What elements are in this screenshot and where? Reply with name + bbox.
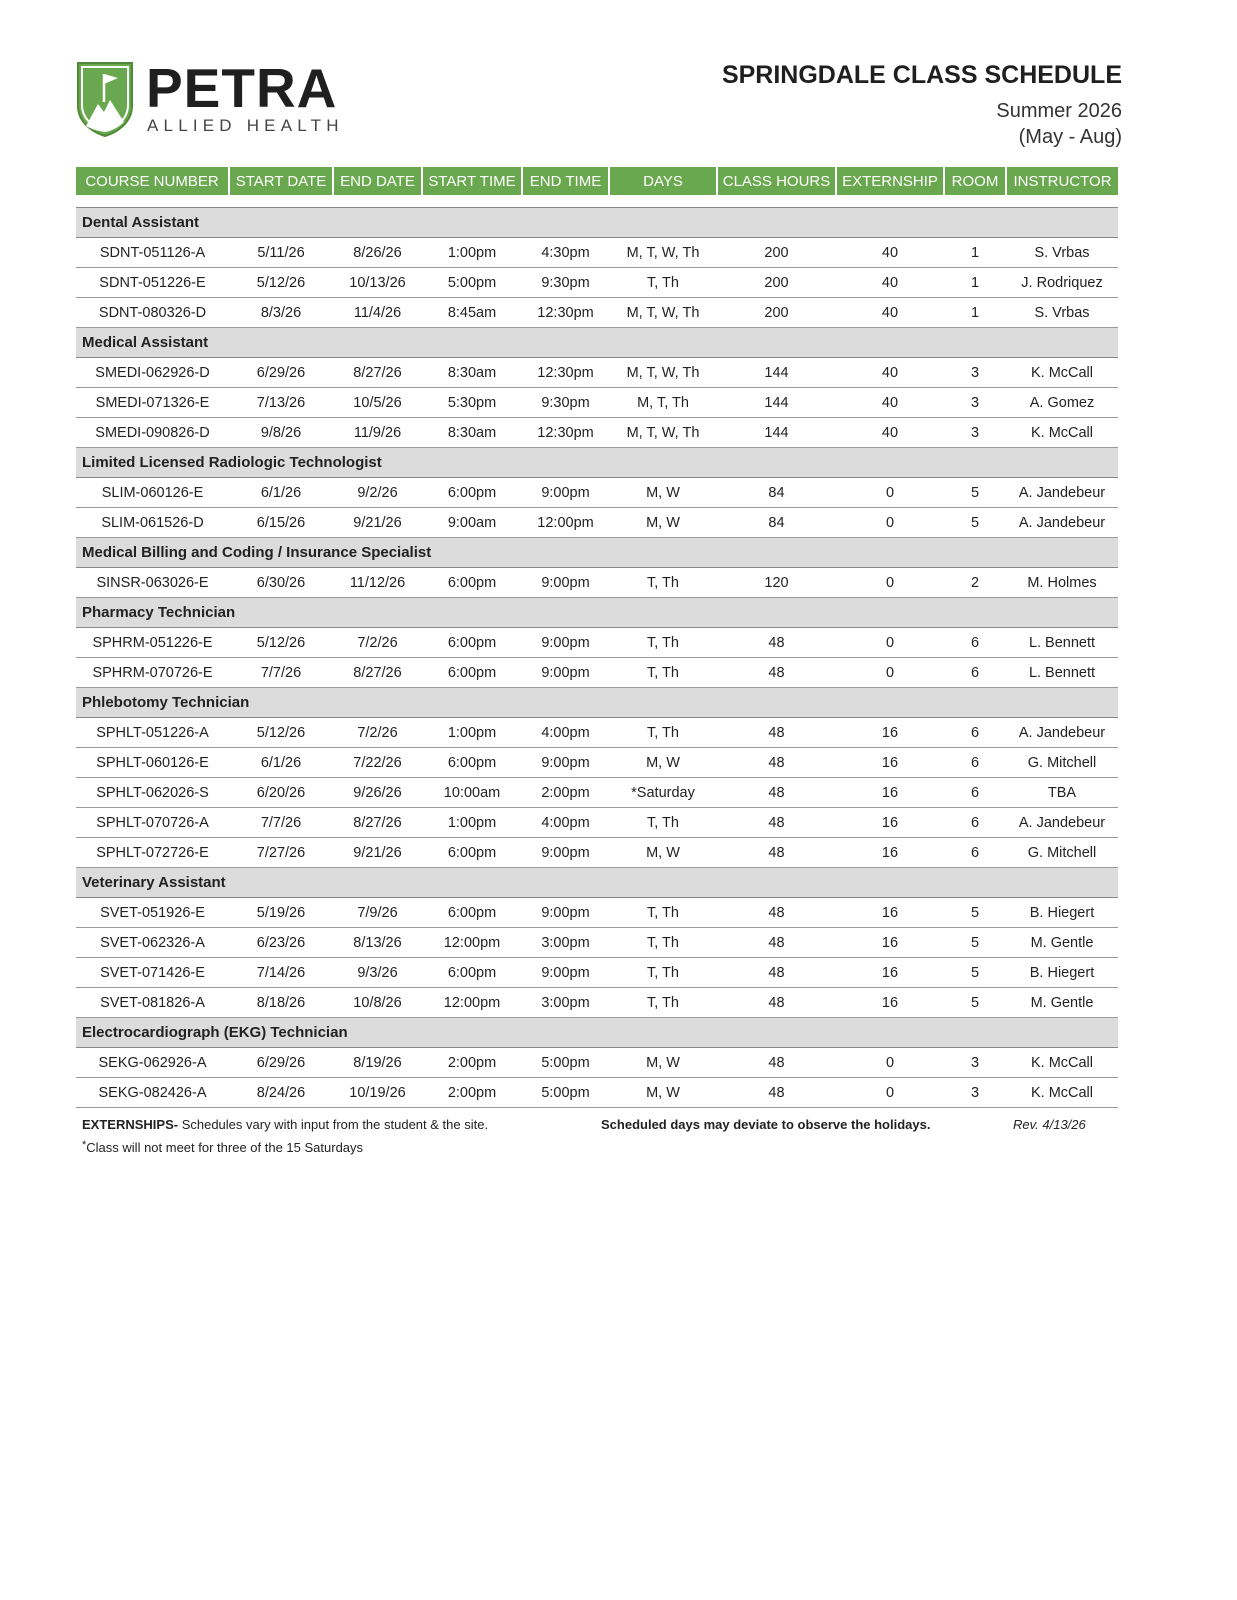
- start-date-cell: 7/7/26: [229, 808, 333, 838]
- end-date-cell: 8/27/26: [333, 808, 422, 838]
- end-date-cell: 9/2/26: [333, 478, 422, 508]
- externship-cell: 0: [836, 508, 944, 538]
- room-cell: 5: [944, 928, 1006, 958]
- start-date-cell: 5/12/26: [229, 268, 333, 298]
- days-cell: T, Th: [609, 988, 717, 1018]
- room-cell: 6: [944, 658, 1006, 688]
- table-row: [76, 928, 1118, 958]
- start-time-cell: 5:30pm: [422, 388, 522, 418]
- course-number-cell: SVET-051926-E: [76, 898, 229, 928]
- end-date-cell: 7/9/26: [333, 898, 422, 928]
- externships-label: EXTERNSHIPS-: [82, 1117, 179, 1132]
- course-number-cell: SPHLT-062026-S: [76, 778, 229, 808]
- room-cell: 2: [944, 568, 1006, 598]
- instructor-cell: K. McCall: [1006, 418, 1118, 448]
- table-row: [76, 508, 1118, 538]
- end-time-cell: 9:00pm: [522, 658, 609, 688]
- class-hours-cell: 48: [717, 778, 836, 808]
- externship-cell: 40: [836, 298, 944, 328]
- instructor-cell: L. Bennett: [1006, 658, 1118, 688]
- end-date-cell: 8/13/26: [333, 928, 422, 958]
- start-time-cell: 6:00pm: [422, 628, 522, 658]
- column-header: END DATE: [333, 167, 422, 195]
- table-row: [76, 958, 1118, 988]
- instructor-cell: B. Hiegert: [1006, 898, 1118, 928]
- end-time-cell: 9:00pm: [522, 958, 609, 988]
- days-cell: T, Th: [609, 898, 717, 928]
- column-header: INSTRUCTOR: [1006, 167, 1118, 195]
- petra-logo: [76, 57, 376, 140]
- end-time-cell: 12:30pm: [522, 298, 609, 328]
- start-date-cell: 5/12/26: [229, 718, 333, 748]
- start-date-cell: 8/18/26: [229, 988, 333, 1018]
- section-header-row: [76, 598, 1118, 628]
- saturday-note-text: Class will not meet for three of the 15 Saturdays: [86, 1140, 364, 1155]
- days-cell: M, T, W, Th: [609, 418, 717, 448]
- table-row: [76, 298, 1118, 328]
- class-hours-cell: 48: [717, 988, 836, 1018]
- start-date-cell: 7/27/26: [229, 838, 333, 868]
- instructor-cell: J. Rodriquez: [1006, 268, 1118, 298]
- class-hours-cell: 48: [717, 928, 836, 958]
- table-row: [76, 988, 1118, 1018]
- course-number-cell: SPHRM-070726-E: [76, 658, 229, 688]
- end-time-cell: 9:00pm: [522, 628, 609, 658]
- table-row: [76, 898, 1118, 928]
- section-title: Electrocardiograph (EKG) Technician: [76, 1018, 1118, 1048]
- room-cell: 5: [944, 508, 1006, 538]
- externship-cell: 40: [836, 418, 944, 448]
- start-time-cell: 6:00pm: [422, 658, 522, 688]
- table-row: [76, 478, 1118, 508]
- column-header: DAYS: [609, 167, 717, 195]
- section-header-row: [76, 868, 1118, 898]
- end-time-cell: 5:00pm: [522, 1078, 609, 1108]
- table-row: [76, 778, 1118, 808]
- section-title: Dental Assistant: [76, 208, 1118, 238]
- start-time-cell: 2:00pm: [422, 1078, 522, 1108]
- instructor-cell: K. McCall: [1006, 1078, 1118, 1108]
- class-hours-cell: 48: [717, 898, 836, 928]
- class-hours-cell: 48: [717, 1078, 836, 1108]
- course-number-cell: SMEDI-071326-E: [76, 388, 229, 418]
- externships-text: Schedules vary with input from the student & the site.: [178, 1117, 489, 1132]
- section-header-row: [76, 688, 1118, 718]
- end-date-cell: 8/27/26: [333, 358, 422, 388]
- class-hours-cell: 200: [717, 298, 836, 328]
- course-number-cell: SPHLT-051226-A: [76, 718, 229, 748]
- column-header: EXTERNSHIP: [836, 167, 944, 195]
- end-date-cell: 9/21/26: [333, 508, 422, 538]
- course-number-cell: SDNT-051126-A: [76, 238, 229, 268]
- externship-cell: 0: [836, 1048, 944, 1078]
- days-cell: M, W: [609, 748, 717, 778]
- course-number-cell: SEKG-062926-A: [76, 1048, 229, 1078]
- header-row: [76, 167, 1118, 195]
- header-gap: [76, 195, 1118, 208]
- start-date-cell: 7/13/26: [229, 388, 333, 418]
- column-header: START DATE: [229, 167, 333, 195]
- start-time-cell: 1:00pm: [422, 808, 522, 838]
- instructor-cell: L. Bennett: [1006, 628, 1118, 658]
- externship-cell: 16: [836, 808, 944, 838]
- class-hours-cell: 48: [717, 628, 836, 658]
- externship-cell: 16: [836, 988, 944, 1018]
- table-row: [76, 268, 1118, 298]
- room-cell: 1: [944, 238, 1006, 268]
- column-header: END TIME: [522, 167, 609, 195]
- days-cell: M, T, W, Th: [609, 358, 717, 388]
- room-cell: 5: [944, 898, 1006, 928]
- end-date-cell: 9/21/26: [333, 838, 422, 868]
- table-row: [76, 568, 1118, 598]
- end-date-cell: 10/13/26: [333, 268, 422, 298]
- days-cell: T, Th: [609, 628, 717, 658]
- instructor-cell: M. Gentle: [1006, 928, 1118, 958]
- table-row: [76, 628, 1118, 658]
- room-cell: 6: [944, 718, 1006, 748]
- table-row: [76, 838, 1118, 868]
- end-time-cell: 4:00pm: [522, 718, 609, 748]
- days-cell: T, Th: [609, 568, 717, 598]
- section-title: Phlebotomy Technician: [76, 688, 1118, 718]
- end-time-cell: 12:00pm: [522, 508, 609, 538]
- externship-cell: 0: [836, 1078, 944, 1108]
- instructor-cell: S. Vrbas: [1006, 238, 1118, 268]
- start-date-cell: 6/29/26: [229, 358, 333, 388]
- externship-cell: 0: [836, 658, 944, 688]
- start-time-cell: 1:00pm: [422, 238, 522, 268]
- course-number-cell: SPHRM-051226-E: [76, 628, 229, 658]
- instructor-cell: K. McCall: [1006, 1048, 1118, 1078]
- days-cell: M, W: [609, 478, 717, 508]
- course-number-cell: SPHLT-070726-A: [76, 808, 229, 838]
- instructor-cell: A. Jandebeur: [1006, 808, 1118, 838]
- term-label: Summer 2026: [996, 100, 1122, 122]
- table-row: [76, 808, 1118, 838]
- table-row: [76, 748, 1118, 778]
- end-date-cell: 7/2/26: [333, 718, 422, 748]
- class-hours-cell: 84: [717, 508, 836, 538]
- instructor-cell: A. Jandebeur: [1006, 718, 1118, 748]
- end-time-cell: 9:00pm: [522, 478, 609, 508]
- schedule-body: [76, 195, 1118, 1108]
- end-date-cell: 8/26/26: [333, 238, 422, 268]
- section-header-row: [76, 328, 1118, 358]
- days-cell: M, W: [609, 838, 717, 868]
- course-number-cell: SINSR-063026-E: [76, 568, 229, 598]
- course-number-cell: SEKG-082426-A: [76, 1078, 229, 1108]
- days-cell: T, Th: [609, 958, 717, 988]
- days-cell: T, Th: [609, 928, 717, 958]
- class-hours-cell: 48: [717, 808, 836, 838]
- course-number-cell: SVET-071426-E: [76, 958, 229, 988]
- start-date-cell: 5/11/26: [229, 238, 333, 268]
- externship-cell: 16: [836, 838, 944, 868]
- end-time-cell: 9:30pm: [522, 268, 609, 298]
- start-date-cell: 6/1/26: [229, 478, 333, 508]
- start-time-cell: 10:00am: [422, 778, 522, 808]
- section-header-row: [76, 1018, 1118, 1048]
- end-time-cell: 4:30pm: [522, 238, 609, 268]
- room-cell: 3: [944, 358, 1006, 388]
- end-time-cell: 3:00pm: [522, 928, 609, 958]
- table-row: [76, 1078, 1118, 1108]
- class-hours-cell: 48: [717, 958, 836, 988]
- instructor-cell: K. McCall: [1006, 358, 1118, 388]
- instructor-cell: G. Mitchell: [1006, 838, 1118, 868]
- end-date-cell: 10/19/26: [333, 1078, 422, 1108]
- externship-cell: 40: [836, 238, 944, 268]
- instructor-cell: G. Mitchell: [1006, 748, 1118, 778]
- instructor-cell: B. Hiegert: [1006, 958, 1118, 988]
- end-time-cell: 3:00pm: [522, 988, 609, 1018]
- section-title: Medical Billing and Coding / Insurance Specialist: [76, 538, 1118, 568]
- end-time-cell: 4:00pm: [522, 808, 609, 838]
- class-hours-cell: 200: [717, 238, 836, 268]
- start-date-cell: 7/7/26: [229, 658, 333, 688]
- section-title: Pharmacy Technician: [76, 598, 1118, 628]
- start-date-cell: 8/24/26: [229, 1078, 333, 1108]
- start-date-cell: 6/15/26: [229, 508, 333, 538]
- end-time-cell: 9:00pm: [522, 898, 609, 928]
- days-cell: M, T, W, Th: [609, 238, 717, 268]
- start-time-cell: 5:00pm: [422, 268, 522, 298]
- column-header: CLASS HOURS: [717, 167, 836, 195]
- days-cell: *Saturday: [609, 778, 717, 808]
- start-date-cell: 6/23/26: [229, 928, 333, 958]
- start-time-cell: 8:45am: [422, 298, 522, 328]
- room-cell: 3: [944, 1048, 1006, 1078]
- room-cell: 1: [944, 268, 1006, 298]
- instructor-cell: A. Gomez: [1006, 388, 1118, 418]
- start-date-cell: 6/1/26: [229, 748, 333, 778]
- class-hours-cell: 200: [717, 268, 836, 298]
- externship-cell: 0: [836, 628, 944, 658]
- externship-cell: 16: [836, 958, 944, 988]
- start-time-cell: 1:00pm: [422, 718, 522, 748]
- class-hours-cell: 84: [717, 478, 836, 508]
- start-date-cell: 6/20/26: [229, 778, 333, 808]
- end-time-cell: 9:00pm: [522, 838, 609, 868]
- days-cell: T, Th: [609, 658, 717, 688]
- externship-cell: 40: [836, 388, 944, 418]
- days-cell: M, W: [609, 1048, 717, 1078]
- page-title: SPRINGDALE CLASS SCHEDULE: [721, 61, 1122, 89]
- class-hours-cell: 48: [717, 1048, 836, 1078]
- room-cell: 5: [944, 478, 1006, 508]
- end-time-cell: 2:00pm: [522, 778, 609, 808]
- course-number-cell: SMEDI-062926-D: [76, 358, 229, 388]
- days-cell: M, T, W, Th: [609, 298, 717, 328]
- start-time-cell: 8:30am: [422, 418, 522, 448]
- end-time-cell: 9:00pm: [522, 568, 609, 598]
- end-time-cell: 12:30pm: [522, 358, 609, 388]
- start-time-cell: 9:00am: [422, 508, 522, 538]
- room-cell: 3: [944, 418, 1006, 448]
- room-cell: 3: [944, 388, 1006, 418]
- section-header-row: [76, 208, 1118, 238]
- table-row: [76, 358, 1118, 388]
- end-date-cell: 8/19/26: [333, 1048, 422, 1078]
- section-title: Medical Assistant: [76, 328, 1118, 358]
- revision-label: Rev. 4/13/26: [1013, 1117, 1086, 1132]
- room-cell: 6: [944, 838, 1006, 868]
- end-date-cell: 8/27/26: [333, 658, 422, 688]
- room-cell: 5: [944, 958, 1006, 988]
- days-cell: T, Th: [609, 718, 717, 748]
- table-row: [76, 238, 1118, 268]
- section-header-row: [76, 538, 1118, 568]
- course-number-cell: SVET-062326-A: [76, 928, 229, 958]
- externship-cell: 40: [836, 358, 944, 388]
- table-row: [76, 418, 1118, 448]
- start-date-cell: 9/8/26: [229, 418, 333, 448]
- instructor-cell: M. Gentle: [1006, 988, 1118, 1018]
- column-header: COURSE NUMBER: [76, 167, 229, 195]
- end-date-cell: 11/12/26: [333, 568, 422, 598]
- course-number-cell: SDNT-051226-E: [76, 268, 229, 298]
- table-row: [76, 718, 1118, 748]
- externship-cell: 16: [836, 778, 944, 808]
- column-header: START TIME: [422, 167, 522, 195]
- instructor-cell: TBA: [1006, 778, 1118, 808]
- course-number-cell: SPHLT-060126-E: [76, 748, 229, 778]
- start-time-cell: 6:00pm: [422, 568, 522, 598]
- end-date-cell: 11/4/26: [333, 298, 422, 328]
- start-time-cell: 2:00pm: [422, 1048, 522, 1078]
- start-time-cell: 6:00pm: [422, 958, 522, 988]
- days-cell: T, Th: [609, 808, 717, 838]
- class-hours-cell: 48: [717, 748, 836, 778]
- end-time-cell: 12:30pm: [522, 418, 609, 448]
- end-date-cell: 7/2/26: [333, 628, 422, 658]
- section-title: Limited Licensed Radiologic Technologist: [76, 448, 1118, 478]
- end-date-cell: 9/3/26: [333, 958, 422, 988]
- course-number-cell: SLIM-060126-E: [76, 478, 229, 508]
- column-header: ROOM: [944, 167, 1006, 195]
- class-hours-cell: 144: [717, 358, 836, 388]
- instructor-cell: A. Jandebeur: [1006, 508, 1118, 538]
- start-time-cell: 6:00pm: [422, 748, 522, 778]
- instructor-cell: S. Vrbas: [1006, 298, 1118, 328]
- start-date-cell: 7/14/26: [229, 958, 333, 988]
- section-title: Veterinary Assistant: [76, 868, 1118, 898]
- end-date-cell: 10/8/26: [333, 988, 422, 1018]
- table-row: [76, 388, 1118, 418]
- days-cell: M, W: [609, 1078, 717, 1108]
- externship-cell: 16: [836, 718, 944, 748]
- days-cell: M, W: [609, 508, 717, 538]
- table-row: [76, 658, 1118, 688]
- days-cell: T, Th: [609, 268, 717, 298]
- saturday-note: [82, 1139, 363, 1155]
- start-date-cell: 8/3/26: [229, 298, 333, 328]
- logo-tagline: ALLIED HEALTH: [147, 116, 344, 135]
- table-row: [76, 1048, 1118, 1078]
- start-date-cell: 6/29/26: [229, 1048, 333, 1078]
- title-block: [722, 60, 1122, 150]
- end-time-cell: 9:00pm: [522, 748, 609, 778]
- course-number-cell: SVET-081826-A: [76, 988, 229, 1018]
- room-cell: 6: [944, 808, 1006, 838]
- room-cell: 6: [944, 778, 1006, 808]
- room-cell: 1: [944, 298, 1006, 328]
- externship-cell: 16: [836, 928, 944, 958]
- start-time-cell: 6:00pm: [422, 898, 522, 928]
- instructor-cell: M. Holmes: [1006, 568, 1118, 598]
- externship-cell: 0: [836, 478, 944, 508]
- room-cell: 6: [944, 628, 1006, 658]
- externship-cell: 16: [836, 748, 944, 778]
- end-date-cell: 9/26/26: [333, 778, 422, 808]
- room-cell: 5: [944, 988, 1006, 1018]
- instructor-cell: A. Jandebeur: [1006, 478, 1118, 508]
- end-date-cell: 10/5/26: [333, 388, 422, 418]
- course-number-cell: SLIM-061526-D: [76, 508, 229, 538]
- class-hours-cell: 144: [717, 418, 836, 448]
- room-cell: 3: [944, 1078, 1006, 1108]
- months-label: (May - Aug): [1018, 126, 1122, 148]
- course-number-cell: SPHLT-072726-E: [76, 838, 229, 868]
- externships-note: [82, 1117, 488, 1132]
- course-number-cell: SMEDI-090826-D: [76, 418, 229, 448]
- end-time-cell: 9:30pm: [522, 388, 609, 418]
- logo-wordmark: PETRA: [146, 57, 338, 119]
- class-hours-cell: 48: [717, 718, 836, 748]
- class-hours-cell: 120: [717, 568, 836, 598]
- end-date-cell: 7/22/26: [333, 748, 422, 778]
- section-header-row: [76, 448, 1118, 478]
- end-time-cell: 5:00pm: [522, 1048, 609, 1078]
- class-hours-cell: 144: [717, 388, 836, 418]
- asterisk: *: [82, 1139, 87, 1151]
- start-time-cell: 8:30am: [422, 358, 522, 388]
- class-hours-cell: 48: [717, 838, 836, 868]
- start-date-cell: 5/19/26: [229, 898, 333, 928]
- externship-cell: 40: [836, 268, 944, 298]
- start-time-cell: 6:00pm: [422, 478, 522, 508]
- course-number-cell: SDNT-080326-D: [76, 298, 229, 328]
- shield-logo-icon: [76, 60, 134, 138]
- end-date-cell: 11/9/26: [333, 418, 422, 448]
- class-hours-cell: 48: [717, 658, 836, 688]
- start-date-cell: 6/30/26: [229, 568, 333, 598]
- room-cell: 6: [944, 748, 1006, 778]
- schedule-table: [76, 167, 1118, 1108]
- externship-cell: 16: [836, 898, 944, 928]
- holidays-note: Scheduled days may deviate to observe the holidays.: [601, 1117, 931, 1132]
- start-time-cell: 12:00pm: [422, 988, 522, 1018]
- start-date-cell: 5/12/26: [229, 628, 333, 658]
- externship-cell: 0: [836, 568, 944, 598]
- start-time-cell: 12:00pm: [422, 928, 522, 958]
- days-cell: M, T, Th: [609, 388, 717, 418]
- start-time-cell: 6:00pm: [422, 838, 522, 868]
